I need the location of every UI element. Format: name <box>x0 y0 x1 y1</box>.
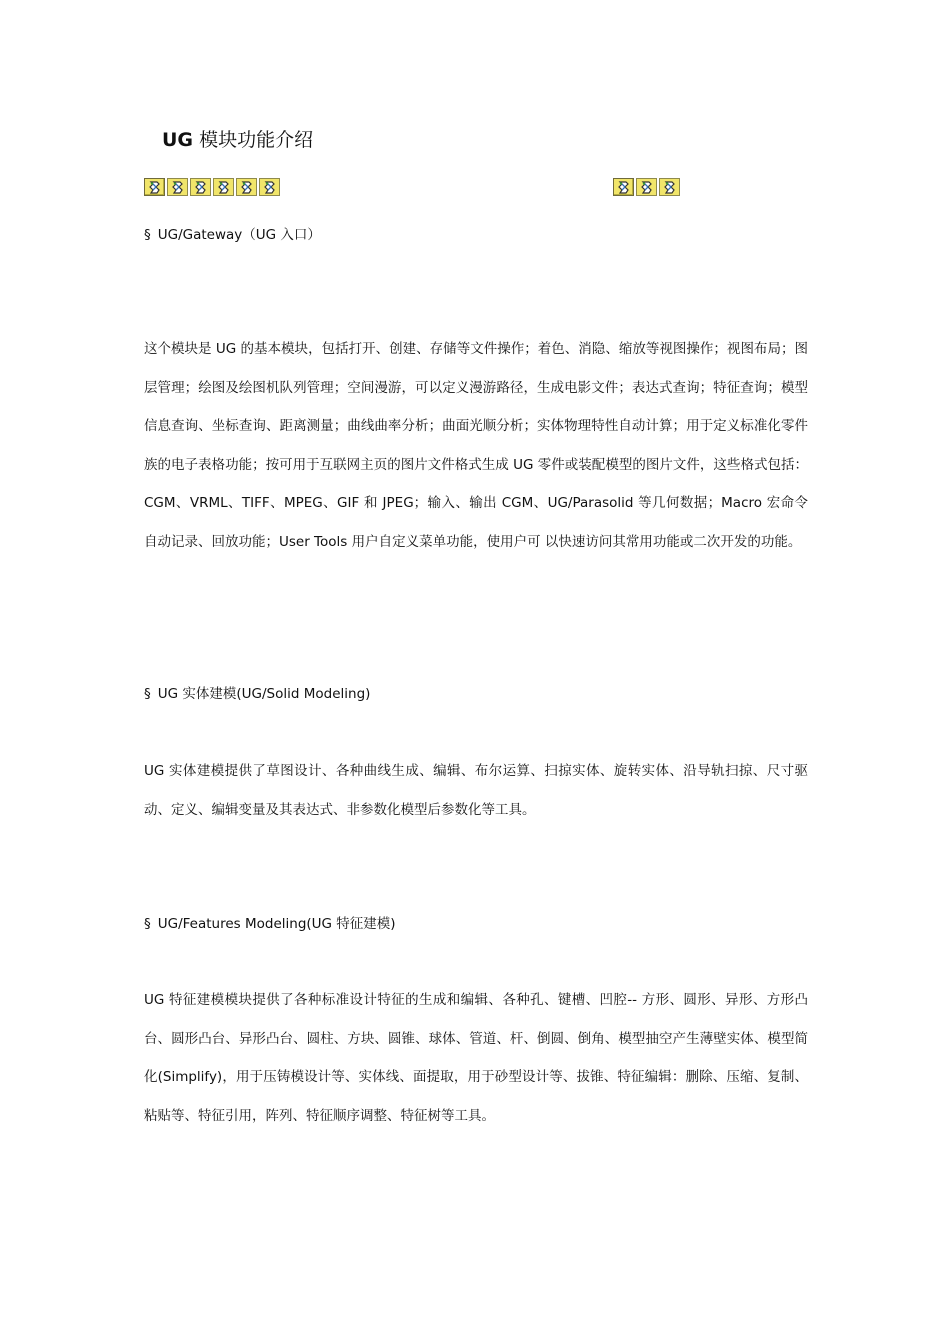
broken-image-icon <box>236 178 257 196</box>
broken-image-icon <box>659 178 680 196</box>
broken-image-icon <box>259 178 280 196</box>
page-title-cjk: 模块功能介绍 <box>199 129 314 151</box>
section-mark: § <box>144 916 151 932</box>
section-body-features-modeling: UG 特征建模模块提供了各种标准设计特征的生成和编辑、各种孔、键槽、凹腔-- 方形、圆形、异形、方形凸台、圆形凸台、异形凸台、圆柱、方块、圆锥、球体、管道、杆、倒圆、倒角、模型抽空产生薄壁实体、模型简化(Simplify)，用于压铸模设计等、实体线、面提取，用于砂型设计等、拔锥、特征编辑：删除、压缩、复制、粘贴等、特征引用，阵列、特征顺序调整、特征树等工具。 <box>144 992 808 1124</box>
broken-image-icon <box>213 178 234 196</box>
broken-image-icon <box>190 178 211 196</box>
page-title <box>162 126 313 154</box>
section-heading-text: UG 实体建模(UG/Solid Modeling) <box>157 686 371 702</box>
section-heading-gateway <box>144 225 321 245</box>
section-body-solid-modeling: UG 实体建模提供了草图设计、各种曲线生成、编辑、布尔运算、扫掠实体、旋转实体、沿导轨扫掠、尺寸驱动、定义、编辑变量及其表达式、非参数化模型后参数化等工具。 <box>144 763 808 818</box>
section-heading-text: UG/Gateway（UG 入口） <box>157 227 321 243</box>
broken-image-icon <box>144 178 165 196</box>
section-heading-features-modeling <box>144 914 396 934</box>
broken-image-icon <box>613 178 634 196</box>
page-title-latin: UG <box>162 129 194 151</box>
broken-image-icon <box>636 178 657 196</box>
broken-image-icon <box>167 178 188 196</box>
section-heading-solid-modeling <box>144 684 370 704</box>
image-placeholder-row-right <box>613 178 680 198</box>
section-mark: § <box>144 227 151 243</box>
section-body-gateway: 这个模块是 UG 的基本模块，包括打开、创建、存储等文件操作；着色、消隐、缩放等视图操作；视图布局；图层管理；绘图及绘图机队列管理；空间漫游，可以定义漫游路径，生成电影文件；表达式查询；特征查询；模型信息查询、坐标查询、距离测量；曲线曲率分析；曲面光顺分析；实体物理特性自动计算；用于定义标准化零件族的电子表格功能；按可用于互联网主页的图片文件格式生成 UG 零件或装配模型的图片文件，这些格式包括：CGM、VRML、TIFF、MPEG、GIF 和 JPEG；输入、输出 CGM、UG/Parasolid 等几何数据；Macro 宏命令自动记录、回放功能；User Tools 用户自定义菜单功能，使用户可 以快速访问其常用功能或二次开发的功能。 <box>144 341 808 550</box>
image-placeholder-row-left <box>144 178 280 198</box>
section-heading-text: UG/Features Modeling(UG 特征建模) <box>157 916 396 932</box>
section-mark: § <box>144 686 151 702</box>
